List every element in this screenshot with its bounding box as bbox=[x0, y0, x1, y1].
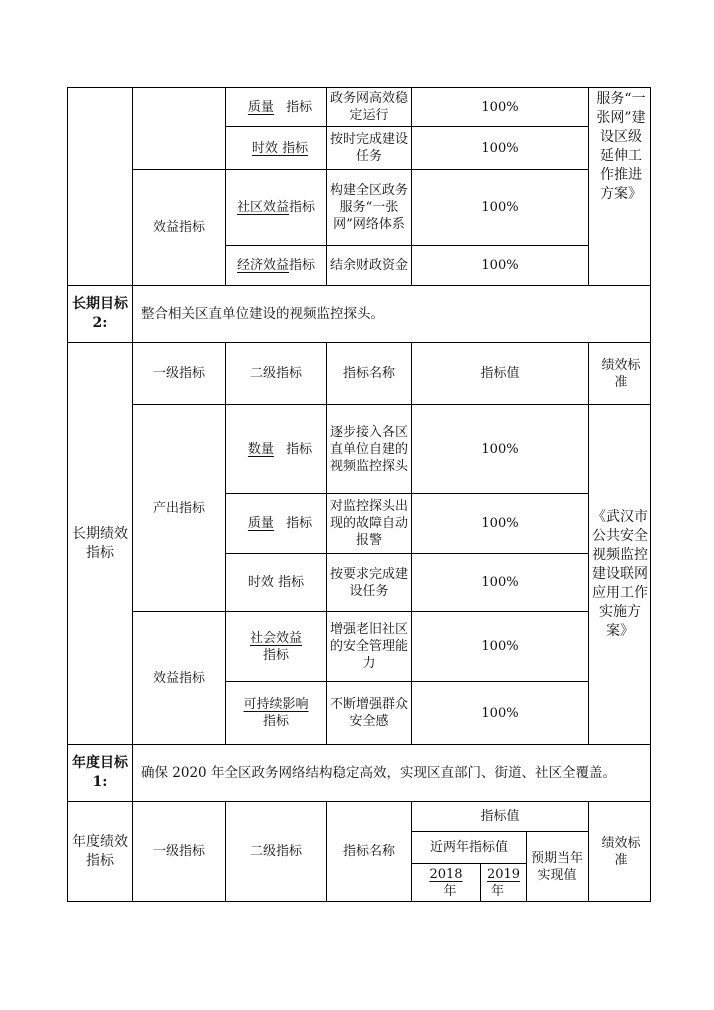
goal1-label: 年度目标 1: bbox=[72, 755, 128, 790]
block2-l2-quality bbox=[226, 494, 326, 553]
block3-header-2018 bbox=[412, 864, 480, 901]
block2-side-label: 长期绩效指标 bbox=[72, 525, 128, 561]
l2-suffix: 指标 bbox=[278, 575, 305, 590]
block3-header-l2: 二级指标 bbox=[249, 844, 302, 859]
year-2018: 2018 bbox=[429, 866, 463, 882]
block2-l2-sustainable bbox=[226, 682, 326, 744]
l2-suffix: 指标 bbox=[262, 647, 289, 663]
l2-suffix: 指标 bbox=[286, 99, 313, 115]
l2-name: 社会效益 bbox=[249, 630, 302, 646]
block1-name-timeliness: 按时完成建设任务 bbox=[330, 132, 409, 164]
block2-name-quantity: 逐步接入各区直单位自建的视频监控探头 bbox=[330, 424, 409, 474]
block2-l2-timeliness bbox=[226, 554, 326, 611]
block1-standard: 服务“一张网”建设区级延伸工作推进方案》 bbox=[596, 91, 646, 202]
block2-value-sustainable: 100% bbox=[481, 705, 519, 721]
block2-l2-quantity bbox=[226, 405, 326, 493]
block2-value-quality: 100% bbox=[481, 516, 519, 531]
block2-l2-social bbox=[226, 612, 326, 681]
block2-header-value: 指标值 bbox=[480, 366, 520, 381]
l2-suffix: 指标 bbox=[282, 140, 309, 156]
l2-name: 时效 bbox=[247, 575, 274, 590]
block1-l2-community bbox=[226, 170, 326, 245]
year-2019: 2019 bbox=[486, 866, 521, 882]
l2-name: 数量 bbox=[247, 441, 274, 457]
l2-name: 时效 bbox=[251, 140, 278, 156]
l2-name: 可持续影响 bbox=[243, 697, 309, 712]
block3-header-standard: 绩效标准 bbox=[601, 835, 641, 868]
block2-value-social: 100% bbox=[481, 639, 519, 654]
block3-header-2019 bbox=[481, 864, 526, 901]
block1-name-economic: 结余财政资金 bbox=[330, 258, 409, 273]
block1-name-community: 构建全区政务服务“一张网”网络体系 bbox=[330, 183, 409, 232]
block2-name-sustainable: 不断增强群众安全感 bbox=[330, 697, 409, 729]
goal2-label: 长期目标 2: bbox=[72, 296, 128, 331]
l2-suffix: 指标 bbox=[286, 516, 313, 531]
goal2-text: 整合相关区直单位建设的视频监控探头。 bbox=[141, 306, 384, 322]
l2-suffix: 指标 bbox=[262, 714, 289, 729]
l2-name: 质量 bbox=[247, 99, 274, 115]
block3-header-l1: 一级指标 bbox=[152, 844, 205, 859]
block2-value-quantity: 100% bbox=[481, 441, 519, 457]
block2-l1-output: 产出指标 bbox=[152, 500, 205, 516]
block3-header-name: 指标名称 bbox=[342, 844, 395, 859]
block1-l2-timeliness bbox=[226, 127, 326, 169]
year-suffix: 年 bbox=[443, 883, 457, 899]
l2-suffix: 指标 bbox=[289, 258, 316, 273]
block2-l1-benefit: 效益指标 bbox=[152, 670, 205, 686]
block1-value-timeliness: 100% bbox=[481, 140, 519, 156]
l2-name: 社区效益 bbox=[236, 200, 289, 215]
block2-header-l1: 一级指标 bbox=[152, 366, 205, 381]
block3-side-label: 年度绩效指标 bbox=[72, 833, 128, 869]
l2-name: 质量 bbox=[247, 516, 274, 531]
block3-header-expected: 预期当年实现值 bbox=[530, 850, 583, 883]
l2-suffix: 指标 bbox=[286, 441, 313, 457]
block3-header-value: 指标值 bbox=[480, 809, 520, 824]
year-suffix: 年 bbox=[490, 883, 504, 899]
goal1-text: 确保 2020 年全区政务网络结构稳定高效，实现区直部门、街道、社区全覆盖。 bbox=[141, 765, 616, 781]
block2-header-standard: 绩效标准 bbox=[601, 357, 641, 390]
block1-value-quality: 100% bbox=[481, 99, 519, 115]
block2-header-l2: 二级指标 bbox=[249, 366, 302, 381]
block2-name-timeliness: 按要求完成建设任务 bbox=[330, 566, 409, 599]
block2-name-social: 增强老旧社区的安全管理能力 bbox=[330, 622, 409, 671]
block1-value-economic: 100% bbox=[481, 258, 519, 273]
block2-name-quality: 对监控探头出现的故障自动报警 bbox=[330, 499, 409, 548]
block1-l2-quality bbox=[226, 88, 326, 126]
block3-header-recent: 近两年指标值 bbox=[429, 840, 508, 855]
l2-name: 经济效益 bbox=[236, 258, 289, 273]
block1-l1-benefit: 效益指标 bbox=[152, 220, 205, 235]
block2-value-timeliness: 100% bbox=[481, 575, 519, 590]
block2-standard: 《武汉市公共安全视频监控建设联网应用工作实施方案》 bbox=[592, 509, 648, 639]
block1-value-community: 100% bbox=[481, 200, 519, 215]
block1-l2-economic bbox=[226, 246, 326, 285]
l2-suffix: 指标 bbox=[289, 200, 316, 215]
block2-header-name: 指标名称 bbox=[342, 366, 395, 381]
block1-name-quality: 政务网高效稳定运行 bbox=[330, 91, 409, 123]
